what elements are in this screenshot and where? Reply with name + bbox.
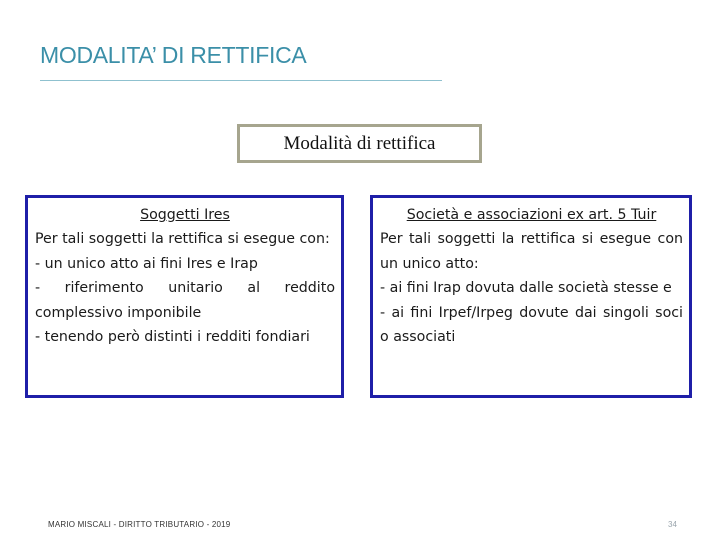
right-box-line: Per tali soggetti la rettifica si esegue con un unico atto:	[380, 231, 683, 272]
footer-author: MARIO MISCALI - DIRITTO TRIBUTARIO - 2019	[48, 520, 231, 529]
header-box	[237, 124, 482, 163]
header-box-label: Modalità di rettifica	[283, 132, 436, 154]
page-number: 34	[668, 520, 677, 529]
right-box-heading: Società e associazioni ex art. 5 Tuir	[406, 207, 657, 223]
left-content-box	[25, 195, 344, 398]
left-box-line: - tenendo però distinti i redditi fondiari	[35, 329, 310, 346]
right-box-line: - ai fini Irpef/Irpeg dovute dai singoli soci o associati	[380, 304, 683, 346]
right-box-line: - ai fini Irap dovuta dalle società stesse e	[380, 280, 672, 297]
left-box-line: - un unico atto ai fini Ires e Irap	[35, 255, 258, 272]
slide-title: MODALITA’ DI RETTIFICA	[40, 42, 307, 68]
right-content-box	[370, 195, 692, 398]
left-box-line: - riferimento unitario al reddito complessivo imponibile	[35, 280, 335, 321]
title-underline	[40, 80, 442, 81]
left-box-heading: Soggetti Ires	[140, 207, 230, 223]
left-box-line: Per tali soggetti la rettifica si esegue con:	[35, 231, 330, 248]
